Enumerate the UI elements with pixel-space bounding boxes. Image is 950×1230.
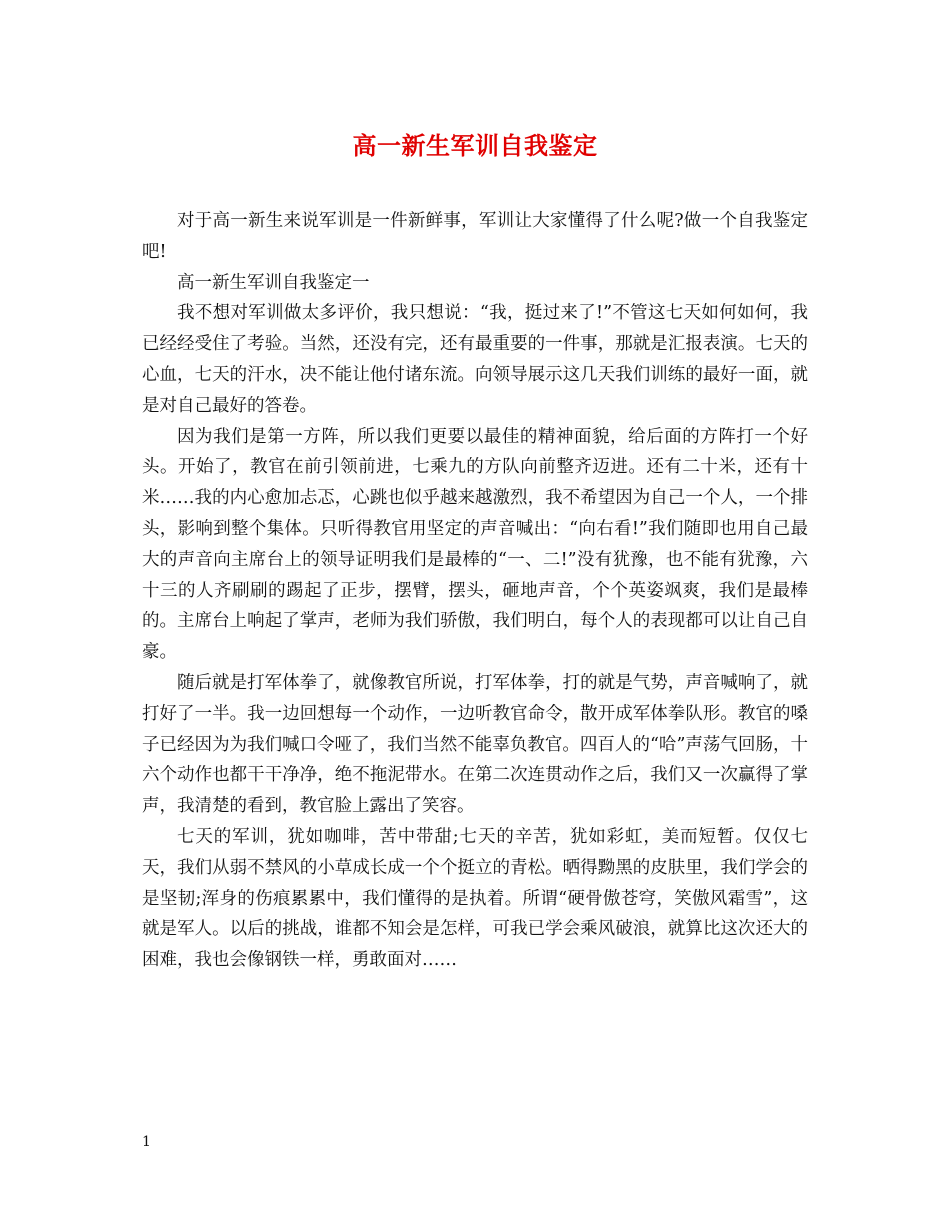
body-paragraph: 我不想对军训做太多评价，我只想说：“我，挺过来了!”不管这七天如何如何，我已经经受住了考验。当然，还没有完，还有最重要的一件事，那就是汇报表演。七天的心血，七天的汗水，决不能让他付诸东流。向领导展示这几天我们训练的最好一面，就是对自己最好的答卷。	[142, 303, 808, 416]
section-heading: 高一新生军训自我鉴定一	[177, 272, 370, 293]
intro-paragraph: 对于高一新生来说军训是一件新鲜事，军训让大家懂得了什么呢?做一个自我鉴定吧!	[142, 211, 808, 262]
body-paragraph: 七天的军训，犹如咖啡，苦中带甜;七天的辛苦，犹如彩虹，美而短暂。仅仅七天，我们从弱不禁风的小草成长成一个个挺立的青松。晒得黝黑的皮肤里，我们学会的是坚韧;浑身的伤痕累累中，我们懂得的是执着。所谓“硬骨傲苍穹，笑傲风霜雪”，这就是军人。以后的挑战，谁都不知会是怎样，可我已学会乘风破浪，就算比这次还大的困难，我也会像钢铁一样，勇敢面对……	[142, 826, 808, 971]
page-number: 1	[142, 1134, 151, 1150]
body-paragraph: 随后就是打军体拳了，就像教官所说，打军体拳，打的就是气势，声音喊响了，就打好了一半。我一边回想每一个动作，一边听教官命令，散开成军体拳队形。教官的嗓子已经因为为我们喊口令哑了，我们当然不能辜负教官。四百人的“哈”声荡气回肠，十六个动作也都干干净净，绝不拖泥带水。在第二次连贯动作之后，我们又一次赢得了掌声，我清楚的看到，教官脸上露出了笑容。	[142, 672, 808, 817]
document-body	[142, 206, 808, 976]
body-paragraph: 因为我们是第一方阵，所以我们更要以最佳的精神面貌，给后面的方阵打一个好头。开始了，教官在前引领前进，七乘九的方队向前整齐迈进。还有二十米，还有十米……我的内心愈加忐忑，心跳也似乎越来越激烈，我不希望因为自己一个人，一个排头，影响到整个集体。只听得教官用坚定的声音喊出：“向右看!”我们随即也用自己最大的声音向主席台上的领导证明我们是最棒的“一、二!”没有犹豫，也不能有犹豫，六十三的人齐刷刷的踢起了正步，摆臂，摆头，砸地声音，个个英姿飒爽，我们是最棒的。主席台上响起了掌声，老师为我们骄傲，我们明白，每个人的表现都可以让自己自豪。	[142, 426, 808, 663]
document-title: 高一新生军训自我鉴定	[352, 131, 598, 160]
